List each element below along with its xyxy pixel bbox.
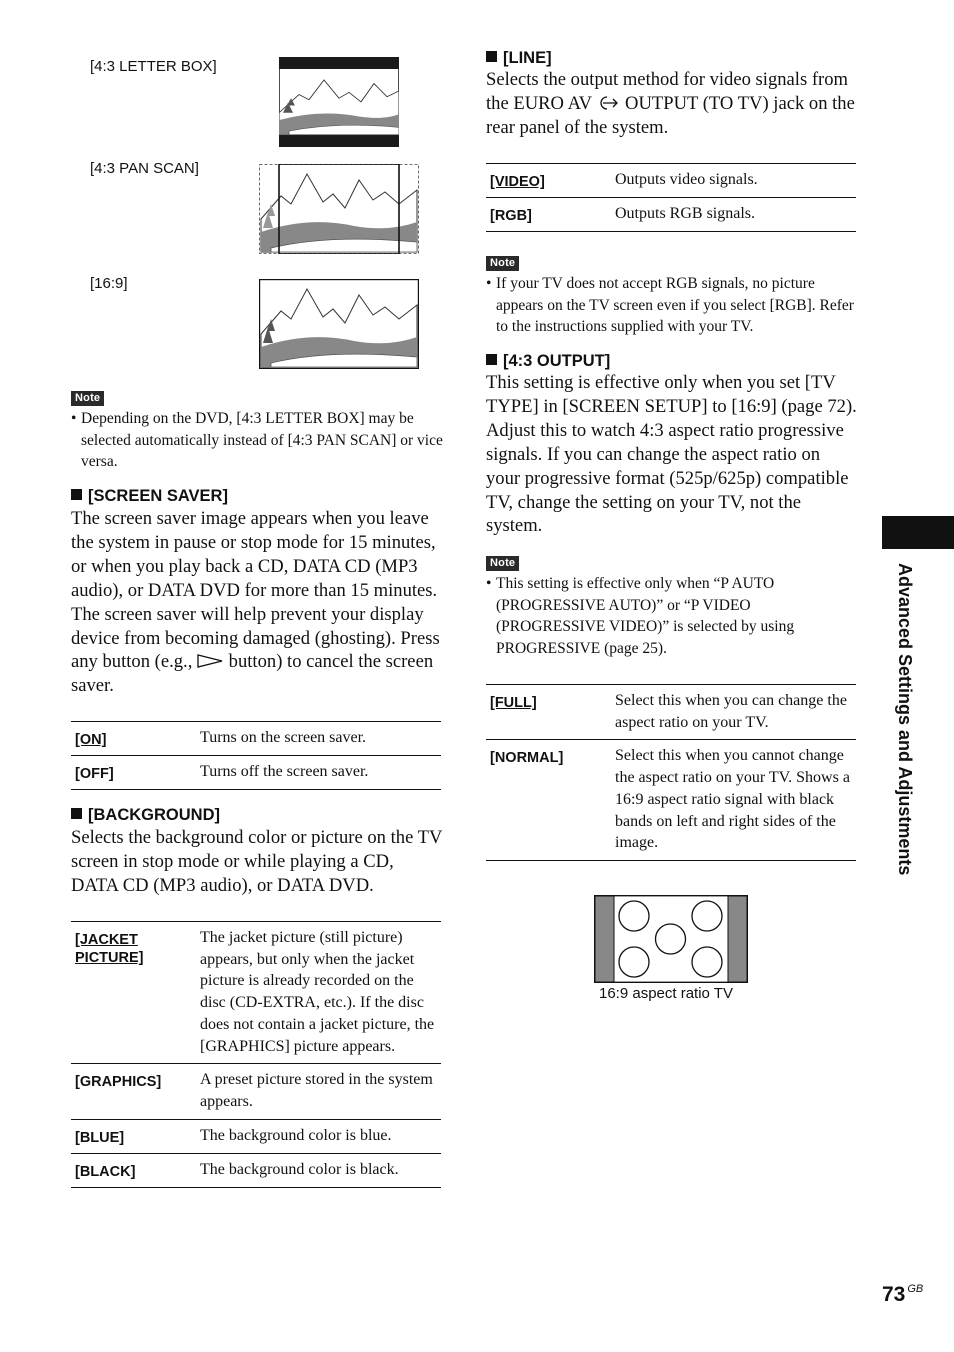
- aspect-ratio-tv-caption: 16:9 aspect ratio TV: [599, 985, 733, 1002]
- heading-text: [4:3 OUTPUT]: [503, 352, 611, 370]
- screen-saver-options-table: [71, 721, 441, 790]
- option-value: The background color is black.: [200, 1160, 399, 1178]
- option-value: Turns off the screen saver.: [200, 763, 369, 780]
- page-number-suffix: GB: [907, 1283, 924, 1295]
- body-text-part2: button) to cancel the screen saver.: [71, 651, 434, 697]
- option-value: A preset picture stored in the system appears.: [200, 1071, 433, 1110]
- line-options-table: [486, 163, 856, 232]
- note-progressive: [486, 573, 858, 660]
- note-rgb-signals: [486, 273, 858, 338]
- option-key: [FULL]: [490, 695, 537, 711]
- table-row: [71, 1153, 441, 1187]
- note-depending-on-dvd: [71, 408, 443, 473]
- background-options-table: [71, 921, 441, 1188]
- euro-av-output-icon: [596, 95, 620, 111]
- note-text: Depending on the DVD, [4:3 LETTER BOX] may be selected automatically instead of [4:3 PAN SCAN] or vice versa.: [81, 410, 443, 471]
- option-value: The background color is blue.: [200, 1126, 392, 1144]
- option-key: [ON]: [75, 732, 107, 748]
- square-bullet-icon: [486, 354, 497, 365]
- option-value: Select this when you can change the aspect ratio on your TV.: [615, 692, 847, 731]
- background-heading: [71, 805, 220, 825]
- note-badge: Note: [486, 256, 519, 271]
- body-text-part1: Selects the output method for video signals from the EURO AV: [486, 69, 848, 114]
- body-text-part1: The screen saver image appears when you leave the system in pause or stop mode for 15 minutes, or when you play back a CD, DATA CD (MP3 audio), or DATA DVD for more than 15 minutes. The screen saver will help prevent your display device from becoming damaged (ghosting). Press any button (e.g.,: [71, 508, 440, 673]
- note-text: If your TV does not accept RGB signals, no picture appears on the TV screen even if you select [RGB]. Refer to the instructions supplied with your TV.: [496, 275, 854, 336]
- table-row: [71, 922, 441, 1064]
- option-value: Select this when you cannot change the aspect ratio on your TV. Shows a 16:9 aspect ratio signal with black bands on left and right sides of the image.: [615, 747, 850, 852]
- bullet: •: [486, 275, 492, 292]
- table-row: [71, 756, 441, 790]
- option-key: [GRAPHICS]: [75, 1074, 162, 1091]
- option-key: [BLACK]: [75, 1163, 136, 1180]
- bullet: •: [71, 410, 77, 427]
- option-key: [NORMAL]: [490, 750, 564, 767]
- square-bullet-icon: [486, 51, 497, 62]
- widescreen-illustration: [259, 279, 419, 369]
- line-heading: [486, 48, 552, 68]
- page-number: [882, 1283, 923, 1307]
- play-button-icon: [197, 654, 224, 668]
- section-title-vertical: Advanced Settings and Adjustments: [895, 563, 915, 876]
- option-key: [JACKET PICTURE]: [75, 932, 144, 966]
- panscan-illustration: [259, 164, 419, 254]
- line-description: [486, 68, 858, 140]
- section-tab-marker: [882, 516, 954, 549]
- table-row: [71, 1064, 441, 1119]
- heading-text: [LINE]: [503, 49, 552, 67]
- table-row: [71, 1119, 441, 1153]
- option-value: The jacket picture (still picture) appears, but only when the jacket picture is already recorded on the disc (CD-EXTRA, etc.). If the disc does not contain a jacket picture, the [GRAPHICS] picture appears.: [200, 929, 435, 1055]
- aspect-ratio-tv-illustration: [594, 895, 748, 983]
- table-row: [71, 722, 441, 756]
- table-row: [486, 198, 856, 232]
- bullet: •: [486, 575, 492, 592]
- square-bullet-icon: [71, 489, 82, 500]
- heading-text: [SCREEN SAVER]: [88, 487, 228, 505]
- figure-label-wide: [16:9]: [90, 275, 128, 292]
- table-row: [486, 685, 856, 740]
- output43-heading: [486, 351, 610, 371]
- option-value: Outputs RGB signals.: [615, 205, 756, 222]
- option-key: [RGB]: [490, 208, 532, 224]
- square-bullet-icon: [71, 808, 82, 819]
- screen-saver-heading: [71, 486, 228, 506]
- output43-description: This setting is effective only when you set [TV TYPE] in [SCREEN SETUP] to [16:9] (page 72). Adjust this to watch 4:3 aspect ratio progressive signals. If you can change the aspect ratio on your progressive format (525p/625p) compatible TV, change the setting on your TV, not the system.: [486, 372, 857, 537]
- body-text-part2: OUTPUT (TO TV) jack on the rear panel of the system.: [486, 92, 855, 138]
- option-key: [VIDEO]: [490, 174, 545, 190]
- table-row: [486, 164, 856, 198]
- screen-saver-description: [71, 507, 443, 698]
- option-key: [OFF]: [75, 766, 114, 782]
- table-row: [486, 740, 856, 861]
- option-key: [BLUE]: [75, 1129, 125, 1146]
- note-text: This setting is effective only when “P AUTO (PROGRESSIVE AUTO)” or “P VIDEO (PROGRESSIVE VIDEO)” is selected by using PROGRESSIVE (page 25).: [496, 575, 795, 658]
- heading-text: [BACKGROUND]: [88, 806, 220, 824]
- figure-label-panscan: [4:3 PAN SCAN]: [90, 160, 199, 177]
- page-number-value: 73: [882, 1283, 906, 1306]
- output43-options-table: [486, 684, 856, 861]
- option-value: Outputs video signals.: [615, 171, 758, 188]
- note-badge: Note: [71, 391, 104, 406]
- option-value: Turns on the screen saver.: [200, 729, 367, 746]
- figure-label-letterbox: [4:3 LETTER BOX]: [90, 58, 217, 75]
- letterbox-illustration: [279, 57, 399, 147]
- note-badge: Note: [486, 556, 519, 571]
- background-description: Selects the background color or picture on the TV screen in stop mode or while playing a CD, DATA CD (MP3 audio), or DATA DVD.: [71, 827, 443, 896]
